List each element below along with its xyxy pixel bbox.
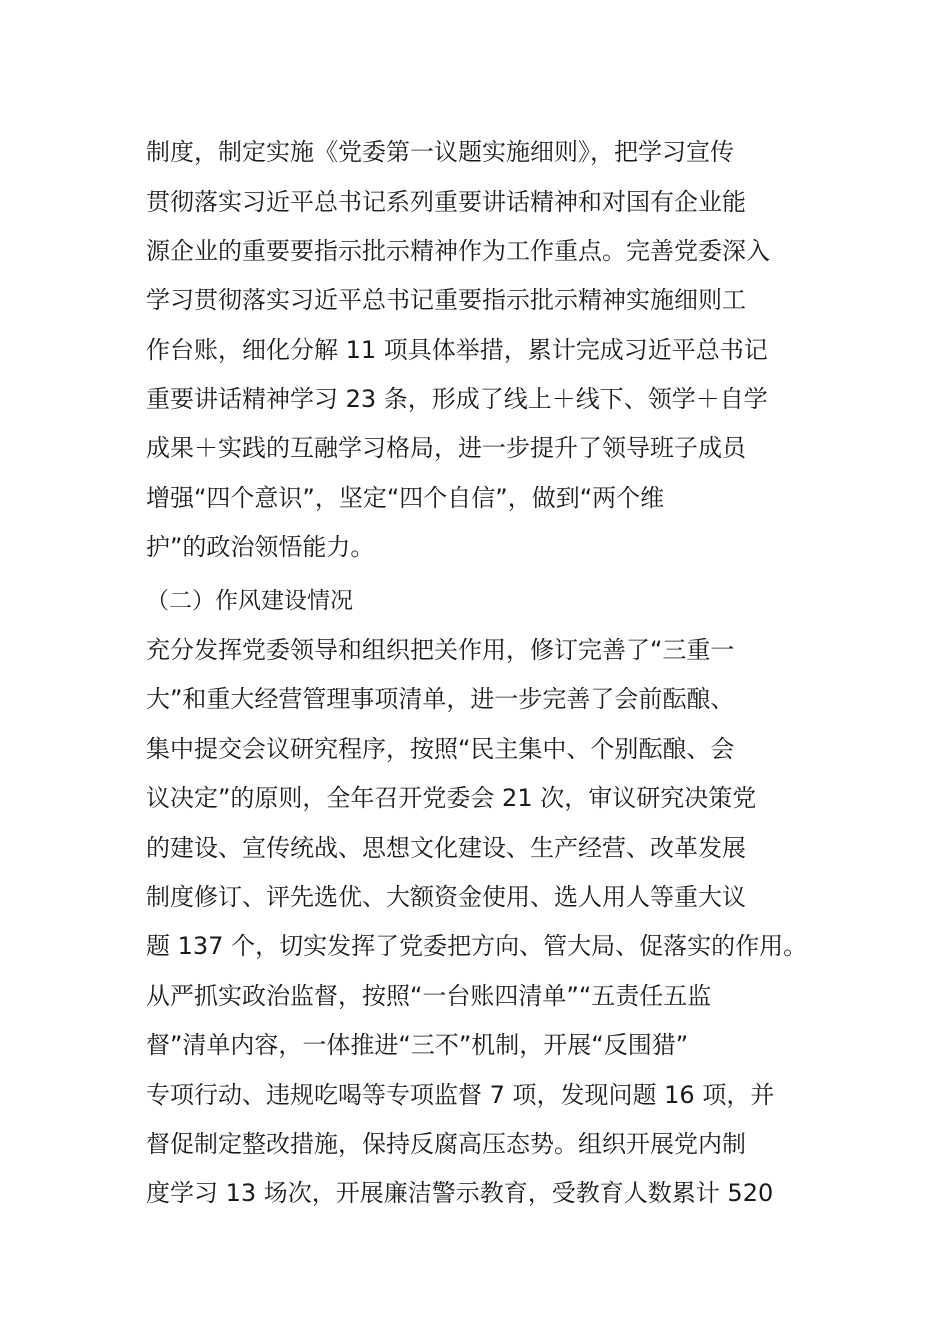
- text-line: 作台账，细化分解 11 项具体举措，累计完成习近平总书记: [146, 336, 768, 364]
- text-line: 大”和重大经营管理事项清单，进一步完善了会前酝酿、: [146, 685, 735, 713]
- text-line: 度学习 13 场次，开展廉洁警示教育，受教育人数累计 520: [146, 1179, 774, 1207]
- text-line: 议决定”的原则，全年召开党委会 21 次，审议研究决策党: [146, 784, 757, 812]
- section-heading: （二）作风建设情况: [146, 588, 353, 614]
- text-line: 专项行动、违规吃喝等专项监督 7 项，发现问题 16 项，并: [146, 1081, 775, 1109]
- text-line: 充分发挥党委领导和组织把关作用，修订完善了“三重一: [146, 636, 735, 664]
- text-line: 督”清单内容，一体推进“三不”机制，开展“反围猎”: [146, 1031, 689, 1059]
- text-line: 增强“四个意识”，坚定“四个自信”，做到“两个维: [146, 484, 665, 512]
- text-line: 题 137 个，切实发挥了党委把方向、管大局、促落实的作用。: [146, 932, 808, 960]
- text-line: 的建设、宣传统战、思想文化建设、生产经营、改革发展: [146, 834, 746, 862]
- text-line: 制度修订、评先选优、大额资金使用、选人用人等重大议: [146, 883, 746, 911]
- text-line: 学习贯彻落实习近平总书记重要指示批示精神实施细则工: [146, 286, 746, 314]
- text-line: 制度，制定实施《党委第一议题实施细则》，把学习宣传: [146, 138, 734, 166]
- text-line: 督促制定整改措施，保持反腐高压态势。组织开展党内制: [146, 1130, 746, 1158]
- text-line: 护”的政治领悟能力。: [146, 533, 375, 561]
- text-line: 重要讲话精神学习 23 条，形成了线上＋线下、领学＋自学: [146, 385, 768, 413]
- text-line: 成果＋实践的互融学习格局，进一步提升了领导班子成员: [146, 434, 746, 462]
- text-line: 集中提交会议研究程序，按照“民主集中、个别酝酿、会: [146, 735, 735, 763]
- text-line: 源企业的重要要指示批示精神作为工作重点。完善党委深入: [146, 237, 770, 265]
- text-line: 贯彻落实习近平总书记系列重要讲话精神和对国有企业能: [146, 188, 746, 216]
- text-line: 从严抓实政治监督，按照“一台账四清单”“五责任五监: [146, 982, 712, 1010]
